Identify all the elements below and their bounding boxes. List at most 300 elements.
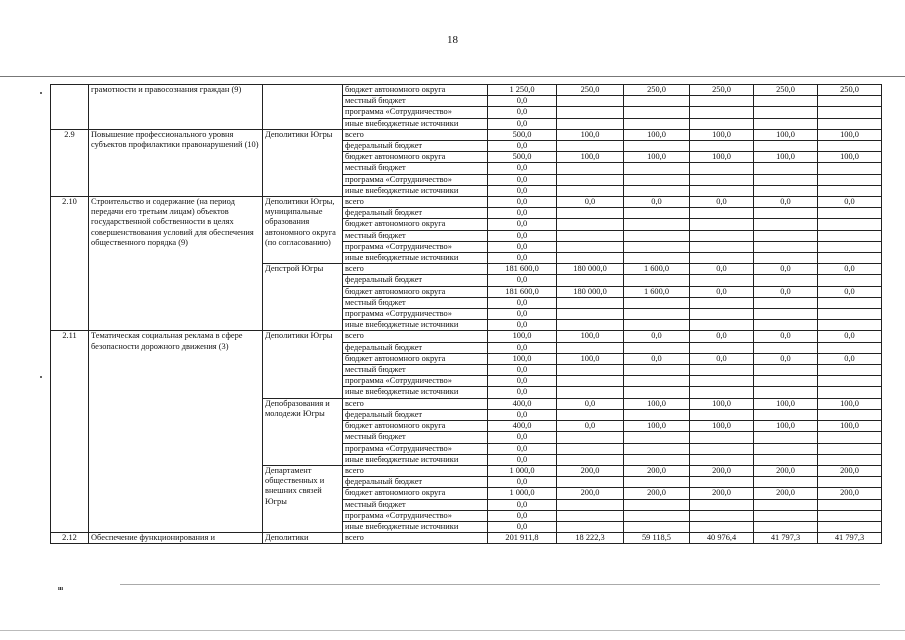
amount-cell: 100,0 xyxy=(557,353,624,364)
amount-cell xyxy=(754,454,818,465)
table-row xyxy=(51,331,882,342)
amount-cell: 250,0 xyxy=(754,85,818,96)
amount-cell: 0,0 xyxy=(624,353,690,364)
scan-mark: ııı xyxy=(58,586,64,592)
amount-cell: 0,0 xyxy=(488,365,557,376)
budget-table xyxy=(50,84,882,544)
amount-cell: 100,0 xyxy=(624,152,690,163)
page-number: 18 xyxy=(447,34,458,46)
amount-cell xyxy=(557,96,624,107)
amount-cell: 200,0 xyxy=(818,465,882,476)
top-rule xyxy=(0,76,905,77)
amount-cell xyxy=(818,208,882,219)
amount-cell xyxy=(818,219,882,230)
funding-source-cell: местный бюджет xyxy=(343,297,488,308)
amount-cell xyxy=(818,253,882,264)
amount-cell xyxy=(624,96,690,107)
amount-cell: 0,0 xyxy=(488,275,557,286)
amount-cell: 41 797,3 xyxy=(818,533,882,544)
amount-cell xyxy=(624,376,690,387)
amount-cell: 0,0 xyxy=(818,331,882,342)
amount-cell: 250,0 xyxy=(690,85,754,96)
funding-source-cell: бюджет автономного округа xyxy=(343,421,488,432)
amount-cell xyxy=(557,141,624,152)
funding-source-cell: всего xyxy=(343,129,488,140)
amount-cell xyxy=(818,96,882,107)
amount-cell xyxy=(754,521,818,532)
amount-cell: 0,0 xyxy=(488,521,557,532)
amount-cell: 0,0 xyxy=(624,331,690,342)
amount-cell: 100,0 xyxy=(754,398,818,409)
amount-cell xyxy=(818,118,882,129)
amount-cell xyxy=(754,253,818,264)
amount-cell xyxy=(624,219,690,230)
amount-cell xyxy=(818,432,882,443)
item-name-cell: Обеспечение функционирования и xyxy=(89,533,263,544)
amount-cell xyxy=(557,208,624,219)
amount-cell: 0,0 xyxy=(557,398,624,409)
agency-cell: Деполитики Югры xyxy=(263,331,343,398)
amount-cell: 0,0 xyxy=(754,264,818,275)
amount-cell xyxy=(690,219,754,230)
amount-cell xyxy=(754,275,818,286)
funding-source-cell: иные внебюджетные источники xyxy=(343,521,488,532)
amount-cell xyxy=(754,219,818,230)
amount-cell: 0,0 xyxy=(488,141,557,152)
amount-cell: 0,0 xyxy=(488,409,557,420)
amount-cell: 100,0 xyxy=(690,129,754,140)
funding-source-cell: иные внебюджетные источники xyxy=(343,320,488,331)
amount-cell: 0,0 xyxy=(488,342,557,353)
funding-source-cell: бюджет автономного округа xyxy=(343,219,488,230)
amount-cell: 0,0 xyxy=(488,477,557,488)
amount-cell: 0,0 xyxy=(488,387,557,398)
amount-cell: 0,0 xyxy=(690,353,754,364)
amount-cell xyxy=(557,174,624,185)
funding-source-cell: местный бюджет xyxy=(343,96,488,107)
amount-cell: 0,0 xyxy=(488,510,557,521)
amount-cell xyxy=(624,499,690,510)
item-number-cell: 2.10 xyxy=(51,197,89,331)
amount-cell: 0,0 xyxy=(690,286,754,297)
funding-source-cell: всего xyxy=(343,398,488,409)
amount-cell xyxy=(754,342,818,353)
funding-source-cell: программа «Сотрудничество» xyxy=(343,107,488,118)
amount-cell: 0,0 xyxy=(754,331,818,342)
amount-cell xyxy=(624,253,690,264)
amount-cell: 0,0 xyxy=(818,353,882,364)
funding-source-cell: всего xyxy=(343,331,488,342)
amount-cell: 200,0 xyxy=(690,488,754,499)
agency-cell: Депобразования и молодежи Югры xyxy=(263,398,343,465)
amount-cell xyxy=(557,521,624,532)
item-number-cell: 2.12 xyxy=(51,533,89,544)
amount-cell xyxy=(754,510,818,521)
amount-cell: 0,0 xyxy=(488,309,557,320)
amount-cell xyxy=(818,230,882,241)
amount-cell xyxy=(754,432,818,443)
amount-cell xyxy=(624,107,690,118)
amount-cell: 0,0 xyxy=(488,241,557,252)
amount-cell xyxy=(624,297,690,308)
amount-cell: 500,0 xyxy=(488,129,557,140)
amount-cell xyxy=(557,454,624,465)
amount-cell: 1 600,0 xyxy=(624,264,690,275)
funding-source-cell: иные внебюджетные источники xyxy=(343,387,488,398)
item-name-cell: грамотности и правосознания граждан (9) xyxy=(89,85,263,130)
funding-source-cell: федеральный бюджет xyxy=(343,409,488,420)
funding-source-cell: бюджет автономного округа xyxy=(343,286,488,297)
amount-cell xyxy=(624,141,690,152)
scan-speck xyxy=(40,376,42,378)
amount-cell: 0,0 xyxy=(488,107,557,118)
amount-cell xyxy=(690,342,754,353)
amount-cell xyxy=(818,376,882,387)
amount-cell: 1 600,0 xyxy=(624,286,690,297)
amount-cell: 0,0 xyxy=(754,197,818,208)
funding-source-cell: всего xyxy=(343,533,488,544)
funding-source-cell: программа «Сотрудничество» xyxy=(343,241,488,252)
amount-cell xyxy=(557,376,624,387)
amount-cell xyxy=(557,297,624,308)
table-row xyxy=(51,129,882,140)
amount-cell: 0,0 xyxy=(488,432,557,443)
amount-cell: 100,0 xyxy=(818,398,882,409)
amount-cell: 0,0 xyxy=(557,421,624,432)
funding-source-cell: федеральный бюджет xyxy=(343,275,488,286)
amount-cell xyxy=(754,387,818,398)
amount-cell: 100,0 xyxy=(818,421,882,432)
amount-cell: 180 000,0 xyxy=(557,286,624,297)
agency-cell: Департамент общественных и внешних связей Югры xyxy=(263,465,343,532)
funding-source-cell: программа «Сотрудничество» xyxy=(343,443,488,454)
amount-cell xyxy=(754,241,818,252)
amount-cell xyxy=(557,477,624,488)
amount-cell: 100,0 xyxy=(818,129,882,140)
amount-cell xyxy=(690,387,754,398)
amount-cell: 0,0 xyxy=(690,264,754,275)
amount-cell xyxy=(754,297,818,308)
amount-cell: 1 250,0 xyxy=(488,85,557,96)
funding-source-cell: иные внебюджетные источники xyxy=(343,185,488,196)
amount-cell xyxy=(624,118,690,129)
amount-cell: 0,0 xyxy=(754,353,818,364)
item-number-cell xyxy=(51,85,89,130)
agency-cell: Деполитики xyxy=(263,533,343,544)
amount-cell xyxy=(690,443,754,454)
amount-cell xyxy=(690,432,754,443)
amount-cell xyxy=(754,118,818,129)
agency-cell: Депстрой Югры xyxy=(263,264,343,331)
amount-cell: 100,0 xyxy=(557,129,624,140)
amount-cell xyxy=(754,96,818,107)
amount-cell xyxy=(624,521,690,532)
amount-cell xyxy=(624,387,690,398)
funding-source-cell: программа «Сотрудничество» xyxy=(343,174,488,185)
amount-cell xyxy=(690,521,754,532)
amount-cell xyxy=(690,96,754,107)
funding-source-cell: программа «Сотрудничество» xyxy=(343,376,488,387)
amount-cell xyxy=(818,320,882,331)
amount-cell xyxy=(557,118,624,129)
amount-cell: 181 600,0 xyxy=(488,286,557,297)
amount-cell: 0,0 xyxy=(488,230,557,241)
amount-cell xyxy=(557,241,624,252)
amount-cell xyxy=(624,174,690,185)
amount-cell xyxy=(557,320,624,331)
amount-cell: 200,0 xyxy=(754,488,818,499)
amount-cell: 400,0 xyxy=(488,421,557,432)
amount-cell: 0,0 xyxy=(488,320,557,331)
amount-cell xyxy=(690,174,754,185)
amount-cell: 0,0 xyxy=(690,331,754,342)
amount-cell: 200,0 xyxy=(557,488,624,499)
amount-cell: 0,0 xyxy=(488,174,557,185)
amount-cell xyxy=(754,477,818,488)
amount-cell: 0,0 xyxy=(488,118,557,129)
amount-cell xyxy=(754,309,818,320)
table-row xyxy=(51,85,882,96)
amount-cell xyxy=(690,253,754,264)
funding-source-cell: программа «Сотрудничество» xyxy=(343,309,488,320)
amount-cell xyxy=(818,387,882,398)
table-row xyxy=(51,197,882,208)
amount-cell: 0,0 xyxy=(557,197,624,208)
funding-source-cell: бюджет автономного округа xyxy=(343,85,488,96)
amount-cell: 0,0 xyxy=(818,197,882,208)
agency-cell xyxy=(263,85,343,130)
amount-cell xyxy=(818,499,882,510)
amount-cell xyxy=(557,275,624,286)
amount-cell xyxy=(557,409,624,420)
amount-cell xyxy=(818,185,882,196)
item-name-cell: Тематическая социальная реклама в сфере безопасности дорожного движения (3) xyxy=(89,331,263,533)
amount-cell: 100,0 xyxy=(690,421,754,432)
amount-cell xyxy=(624,320,690,331)
amount-cell: 0,0 xyxy=(488,443,557,454)
amount-cell xyxy=(690,208,754,219)
amount-cell xyxy=(818,409,882,420)
amount-cell: 0,0 xyxy=(488,297,557,308)
amount-cell xyxy=(754,141,818,152)
amount-cell: 100,0 xyxy=(488,331,557,342)
amount-cell xyxy=(557,432,624,443)
amount-cell xyxy=(690,477,754,488)
amount-cell xyxy=(557,365,624,376)
amount-cell xyxy=(754,174,818,185)
funding-source-cell: федеральный бюджет xyxy=(343,342,488,353)
amount-cell xyxy=(754,185,818,196)
amount-cell: 400,0 xyxy=(488,398,557,409)
amount-cell xyxy=(818,141,882,152)
amount-cell xyxy=(690,365,754,376)
amount-cell xyxy=(557,309,624,320)
funding-source-cell: местный бюджет xyxy=(343,432,488,443)
scan-edge-line xyxy=(120,584,880,585)
funding-source-cell: местный бюджет xyxy=(343,499,488,510)
amount-cell: 100,0 xyxy=(624,421,690,432)
amount-cell: 500,0 xyxy=(488,152,557,163)
amount-cell xyxy=(624,185,690,196)
amount-cell xyxy=(624,365,690,376)
amount-cell: 250,0 xyxy=(818,85,882,96)
amount-cell xyxy=(754,208,818,219)
amount-cell: 100,0 xyxy=(557,152,624,163)
amount-cell: 0,0 xyxy=(488,185,557,196)
amount-cell xyxy=(624,432,690,443)
amount-cell: 0,0 xyxy=(818,286,882,297)
funding-source-cell: иные внебюджетные источники xyxy=(343,253,488,264)
amount-cell xyxy=(690,275,754,286)
amount-cell xyxy=(818,477,882,488)
agency-cell: Деполитики Югры xyxy=(263,129,343,196)
amount-cell xyxy=(690,141,754,152)
amount-cell xyxy=(818,365,882,376)
amount-cell xyxy=(818,342,882,353)
amount-cell xyxy=(754,163,818,174)
amount-cell: 0,0 xyxy=(488,376,557,387)
amount-cell: 100,0 xyxy=(690,398,754,409)
amount-cell: 59 118,5 xyxy=(624,533,690,544)
amount-cell xyxy=(690,409,754,420)
item-name-cell: Повышение профессионального уровня субъектов профилактики правонарушений (10) xyxy=(89,129,263,196)
amount-cell xyxy=(690,118,754,129)
amount-cell: 200,0 xyxy=(690,465,754,476)
amount-cell xyxy=(690,230,754,241)
amount-cell xyxy=(624,275,690,286)
amount-cell xyxy=(557,163,624,174)
amount-cell xyxy=(818,163,882,174)
amount-cell: 181 600,0 xyxy=(488,264,557,275)
amount-cell xyxy=(754,409,818,420)
amount-cell xyxy=(818,510,882,521)
amount-cell: 0,0 xyxy=(818,264,882,275)
amount-cell xyxy=(557,387,624,398)
amount-cell xyxy=(690,107,754,118)
amount-cell xyxy=(818,241,882,252)
amount-cell: 41 797,3 xyxy=(754,533,818,544)
amount-cell: 100,0 xyxy=(488,353,557,364)
funding-source-cell: всего xyxy=(343,264,488,275)
amount-cell xyxy=(690,241,754,252)
funding-source-cell: федеральный бюджет xyxy=(343,141,488,152)
amount-cell xyxy=(690,185,754,196)
amount-cell xyxy=(624,454,690,465)
amount-cell: 200,0 xyxy=(557,465,624,476)
funding-source-cell: всего xyxy=(343,465,488,476)
amount-cell xyxy=(690,376,754,387)
amount-cell: 0,0 xyxy=(488,96,557,107)
amount-cell: 0,0 xyxy=(690,197,754,208)
item-name-cell: Строительство и содержание (на период передачи его третьим лицам) объектов государственной собственности в целях совершенствования условий для обеспечения общественного порядка (9) xyxy=(89,197,263,331)
amount-cell xyxy=(754,365,818,376)
amount-cell xyxy=(754,499,818,510)
funding-source-cell: всего xyxy=(343,197,488,208)
amount-cell: 200,0 xyxy=(818,488,882,499)
funding-source-cell: федеральный бюджет xyxy=(343,208,488,219)
amount-cell: 0,0 xyxy=(624,197,690,208)
amount-cell: 0,0 xyxy=(754,286,818,297)
amount-cell: 250,0 xyxy=(557,85,624,96)
amount-cell xyxy=(690,320,754,331)
amount-cell xyxy=(557,443,624,454)
amount-cell xyxy=(754,230,818,241)
amount-cell xyxy=(818,521,882,532)
amount-cell: 0,0 xyxy=(488,219,557,230)
table-row xyxy=(51,533,882,544)
amount-cell xyxy=(557,510,624,521)
amount-cell xyxy=(818,443,882,454)
funding-source-cell: федеральный бюджет xyxy=(343,477,488,488)
funding-source-cell: иные внебюджетные источники xyxy=(343,454,488,465)
amount-cell: 250,0 xyxy=(624,85,690,96)
amount-cell xyxy=(624,443,690,454)
amount-cell: 0,0 xyxy=(488,197,557,208)
amount-cell xyxy=(690,499,754,510)
amount-cell xyxy=(818,309,882,320)
amount-cell xyxy=(754,443,818,454)
funding-source-cell: бюджет автономного округа xyxy=(343,152,488,163)
scan-speck xyxy=(40,92,42,94)
amount-cell: 0,0 xyxy=(488,208,557,219)
amount-cell xyxy=(624,230,690,241)
amount-cell xyxy=(754,320,818,331)
amount-cell: 0,0 xyxy=(488,253,557,264)
amount-cell: 200,0 xyxy=(754,465,818,476)
amount-cell xyxy=(557,499,624,510)
amount-cell: 100,0 xyxy=(624,398,690,409)
funding-source-cell: местный бюджет xyxy=(343,230,488,241)
amount-cell xyxy=(624,241,690,252)
amount-cell: 180 000,0 xyxy=(557,264,624,275)
amount-cell: 100,0 xyxy=(818,152,882,163)
funding-source-cell: программа «Сотрудничество» xyxy=(343,510,488,521)
amount-cell: 1 000,0 xyxy=(488,488,557,499)
amount-cell xyxy=(690,309,754,320)
amount-cell xyxy=(690,297,754,308)
funding-source-cell: иные внебюджетные источники xyxy=(343,118,488,129)
funding-source-cell: бюджет автономного округа xyxy=(343,353,488,364)
amount-cell xyxy=(624,309,690,320)
amount-cell: 100,0 xyxy=(754,152,818,163)
amount-cell: 200,0 xyxy=(624,465,690,476)
amount-cell xyxy=(690,454,754,465)
amount-cell xyxy=(818,454,882,465)
amount-cell: 0,0 xyxy=(488,454,557,465)
amount-cell: 40 976,4 xyxy=(690,533,754,544)
amount-cell xyxy=(754,107,818,118)
amount-cell xyxy=(624,208,690,219)
amount-cell xyxy=(557,342,624,353)
amount-cell xyxy=(818,174,882,185)
item-number-cell: 2.11 xyxy=(51,331,89,533)
amount-cell xyxy=(818,297,882,308)
amount-cell: 0,0 xyxy=(488,499,557,510)
funding-source-cell: местный бюджет xyxy=(343,365,488,376)
amount-cell xyxy=(557,185,624,196)
amount-cell xyxy=(557,253,624,264)
amount-cell xyxy=(624,409,690,420)
item-number-cell: 2.9 xyxy=(51,129,89,196)
funding-source-cell: бюджет автономного округа xyxy=(343,488,488,499)
amount-cell xyxy=(557,107,624,118)
amount-cell: 18 222,3 xyxy=(557,533,624,544)
scan-edge-line xyxy=(0,630,905,631)
amount-cell xyxy=(818,107,882,118)
amount-cell: 100,0 xyxy=(754,129,818,140)
amount-cell: 100,0 xyxy=(557,331,624,342)
amount-cell xyxy=(624,342,690,353)
